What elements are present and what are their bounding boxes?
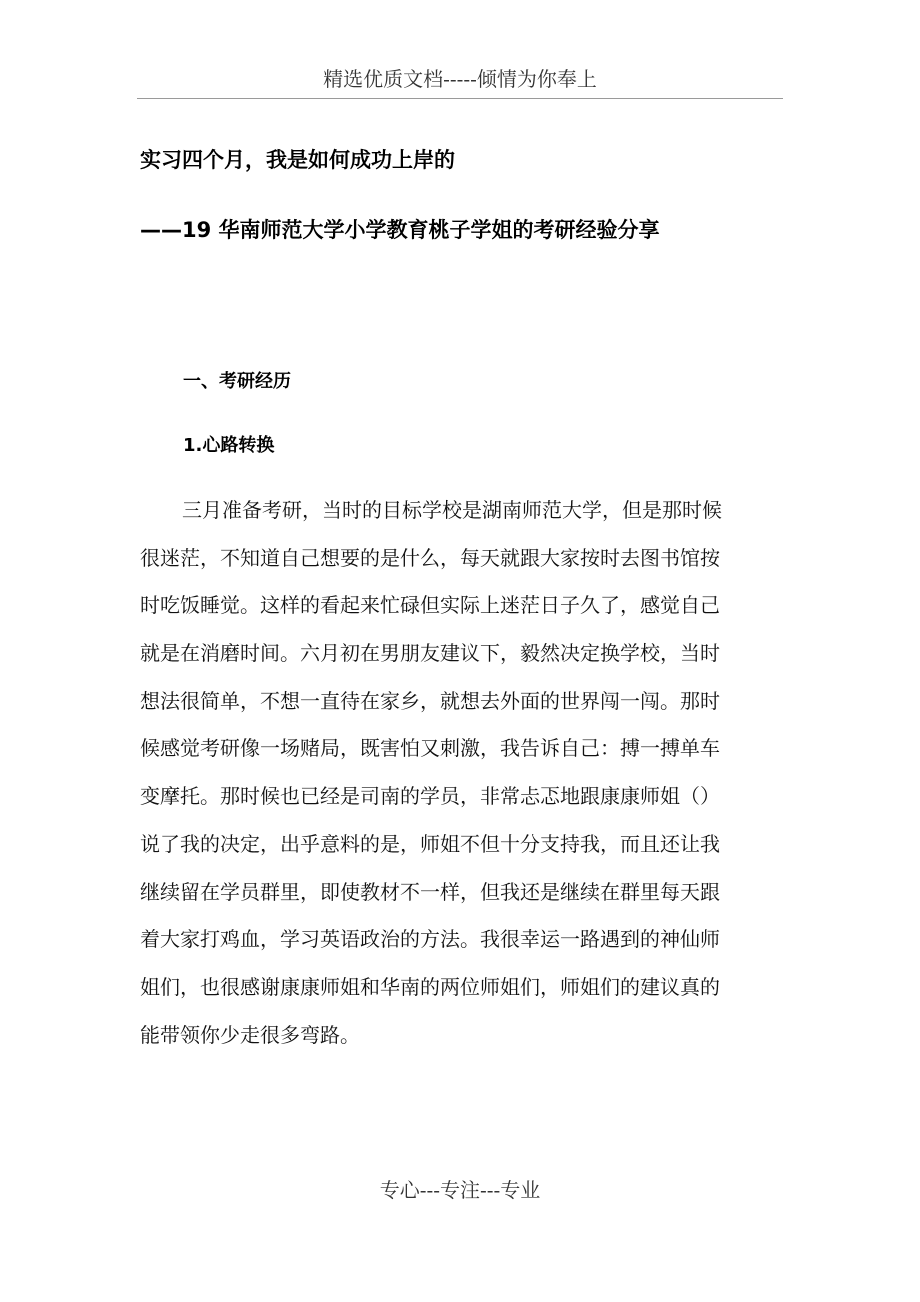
section-heading: 一、考研经历 [183,371,291,392]
body-line: 三月准备考研，当时的目标学校是湖南师范大学，但是那时候 [182,498,722,522]
body-line: 时吃饭睡觉。这样的看起来忙碌但实际上迷茫日子久了，感觉自己 [140,593,720,618]
body-line: 想法很简单，不想一直待在家乡，就想去外面的世界闯一闯。那时 [140,688,720,713]
body-line: 就是在消磨时间。六月初在男朋友建议下，毅然决定换学校，当时 [140,641,720,666]
body-line: 很迷茫，不知道自己想要的是什么，每天就跟大家按时去图书馆按 [140,545,720,570]
body-line: 着大家打鸡血，学习英语政治的方法。我很幸运一路遇到的神仙师 [140,927,720,952]
body-paragraph [140,492,780,1064]
body-line: 继续留在学员群里，即使教材不一样，但我还是继续在群里每天跟 [140,879,720,904]
body-line: 能带领你少走很多弯路。 [140,1022,360,1047]
body-line: 候感觉考研像一场赌局，既害怕又刺激，我告诉自己：搏一搏单车 [140,736,720,761]
document-subtitle: ——19 华南师范大学小学教育桃子学姐的考研经验分享 [140,218,660,242]
document-title: 实习四个月，我是如何成功上岸的 [140,148,455,172]
header-divider [137,98,783,99]
subsection-heading: 1.心路转换 [183,435,275,456]
body-line: 变摩托。那时候也已经是司南的学员，非常忐忑地跟康康师姐（） [140,784,720,809]
body-line: 说了我的决定，出乎意料的是，师姐不但十分支持我，而且还让我 [140,831,720,856]
body-line: 姐们，也很感谢康康师姐和华南的两位师姐们，师姐们的建议真的 [140,974,720,999]
page-header: 精选优质文档-----倾情为你奉上 [323,67,597,91]
page-footer: 专心---专注---专业 [379,1178,541,1202]
